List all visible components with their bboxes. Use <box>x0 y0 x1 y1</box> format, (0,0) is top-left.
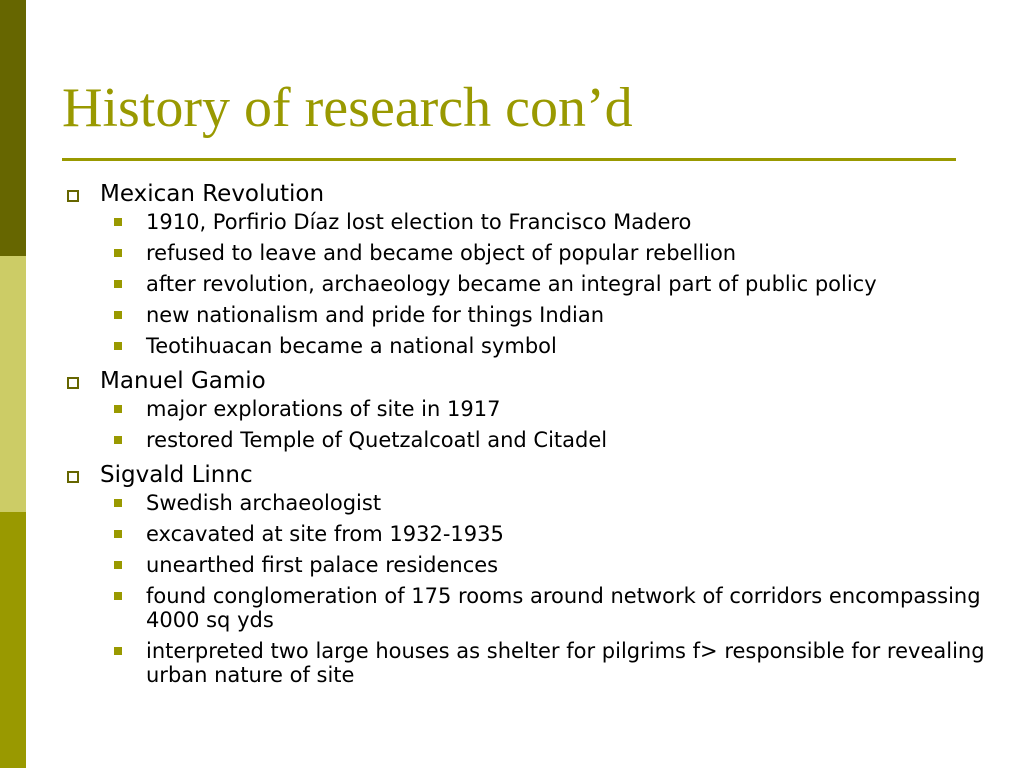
level1-bullet <box>62 178 992 210</box>
level2-bullet-text: 1910, Porfirio Díaz lost election to Francisco Madero <box>146 210 692 234</box>
level2-bullet-text: found conglomeration of 175 rooms around network of corridors encompassing 4000 sq yds <box>146 584 981 632</box>
filled-square-bullet-icon <box>114 311 122 319</box>
level2-bullet <box>62 491 992 515</box>
filled-square-bullet-icon <box>114 405 122 413</box>
title-underline <box>62 158 956 161</box>
filled-square-bullet-icon <box>114 647 122 655</box>
level2-bullet-text: restored Temple of Quetzalcoatl and Citadel <box>146 428 608 452</box>
level2-bullet-text: major explorations of site in 1917 <box>146 397 501 421</box>
filled-square-bullet-icon <box>114 249 122 257</box>
bullet-section <box>62 459 992 687</box>
level2-bullet <box>62 584 992 632</box>
level2-bullet <box>62 522 992 546</box>
side-bar-bottom <box>0 512 26 768</box>
side-bar-top <box>0 0 26 256</box>
slide-body <box>62 178 992 694</box>
level1-bullet-text: Manuel Gamio <box>100 368 266 394</box>
sub-bullet-list <box>62 397 992 452</box>
level1-bullet <box>62 365 992 397</box>
level2-bullet-text: excavated at site from 1932-1935 <box>146 522 504 546</box>
level2-bullet-text: interpreted two large houses as shelter for pilgrims f> responsible for revealing urban nature of site <box>146 639 985 687</box>
filled-square-bullet-icon <box>114 280 122 288</box>
level2-bullet <box>62 334 992 358</box>
level1-bullet-text: Sigvald Linnc <box>100 462 253 488</box>
level2-bullet <box>62 272 992 296</box>
level2-bullet <box>62 303 992 327</box>
hollow-square-bullet-icon <box>67 190 79 202</box>
bullet-section <box>62 365 992 452</box>
level2-bullet-text: Teotihuacan became a national symbol <box>146 334 557 358</box>
filled-square-bullet-icon <box>114 436 122 444</box>
hollow-square-bullet-icon <box>67 377 79 389</box>
level2-bullet <box>62 553 992 577</box>
level2-bullet <box>62 428 992 452</box>
sub-bullet-list <box>62 210 992 358</box>
level2-bullet-text: unearthed first palace residences <box>146 553 499 577</box>
filled-square-bullet-icon <box>114 592 122 600</box>
sub-bullet-list <box>62 491 992 687</box>
level2-bullet-text: after revolution, archaeology became an integral part of public policy <box>146 272 877 296</box>
bullet-section <box>62 178 992 358</box>
filled-square-bullet-icon <box>114 530 122 538</box>
filled-square-bullet-icon <box>114 342 122 350</box>
hollow-square-bullet-icon <box>67 471 79 483</box>
level2-bullet <box>62 397 992 421</box>
slide-title: History of research con’d <box>62 77 633 139</box>
level2-bullet <box>62 210 992 234</box>
level2-bullet-text: new nationalism and pride for things Indian <box>146 303 605 327</box>
level1-bullet <box>62 459 992 491</box>
filled-square-bullet-icon <box>114 561 122 569</box>
level2-bullet-text: refused to leave and became object of popular rebellion <box>146 241 737 265</box>
level2-bullet <box>62 241 992 265</box>
level2-bullet-text: Swedish archaeologist <box>146 491 382 515</box>
filled-square-bullet-icon <box>114 499 122 507</box>
level1-bullet-text: Mexican Revolution <box>100 181 325 207</box>
level2-bullet <box>62 639 992 687</box>
side-bar-middle <box>0 256 26 512</box>
filled-square-bullet-icon <box>114 218 122 226</box>
